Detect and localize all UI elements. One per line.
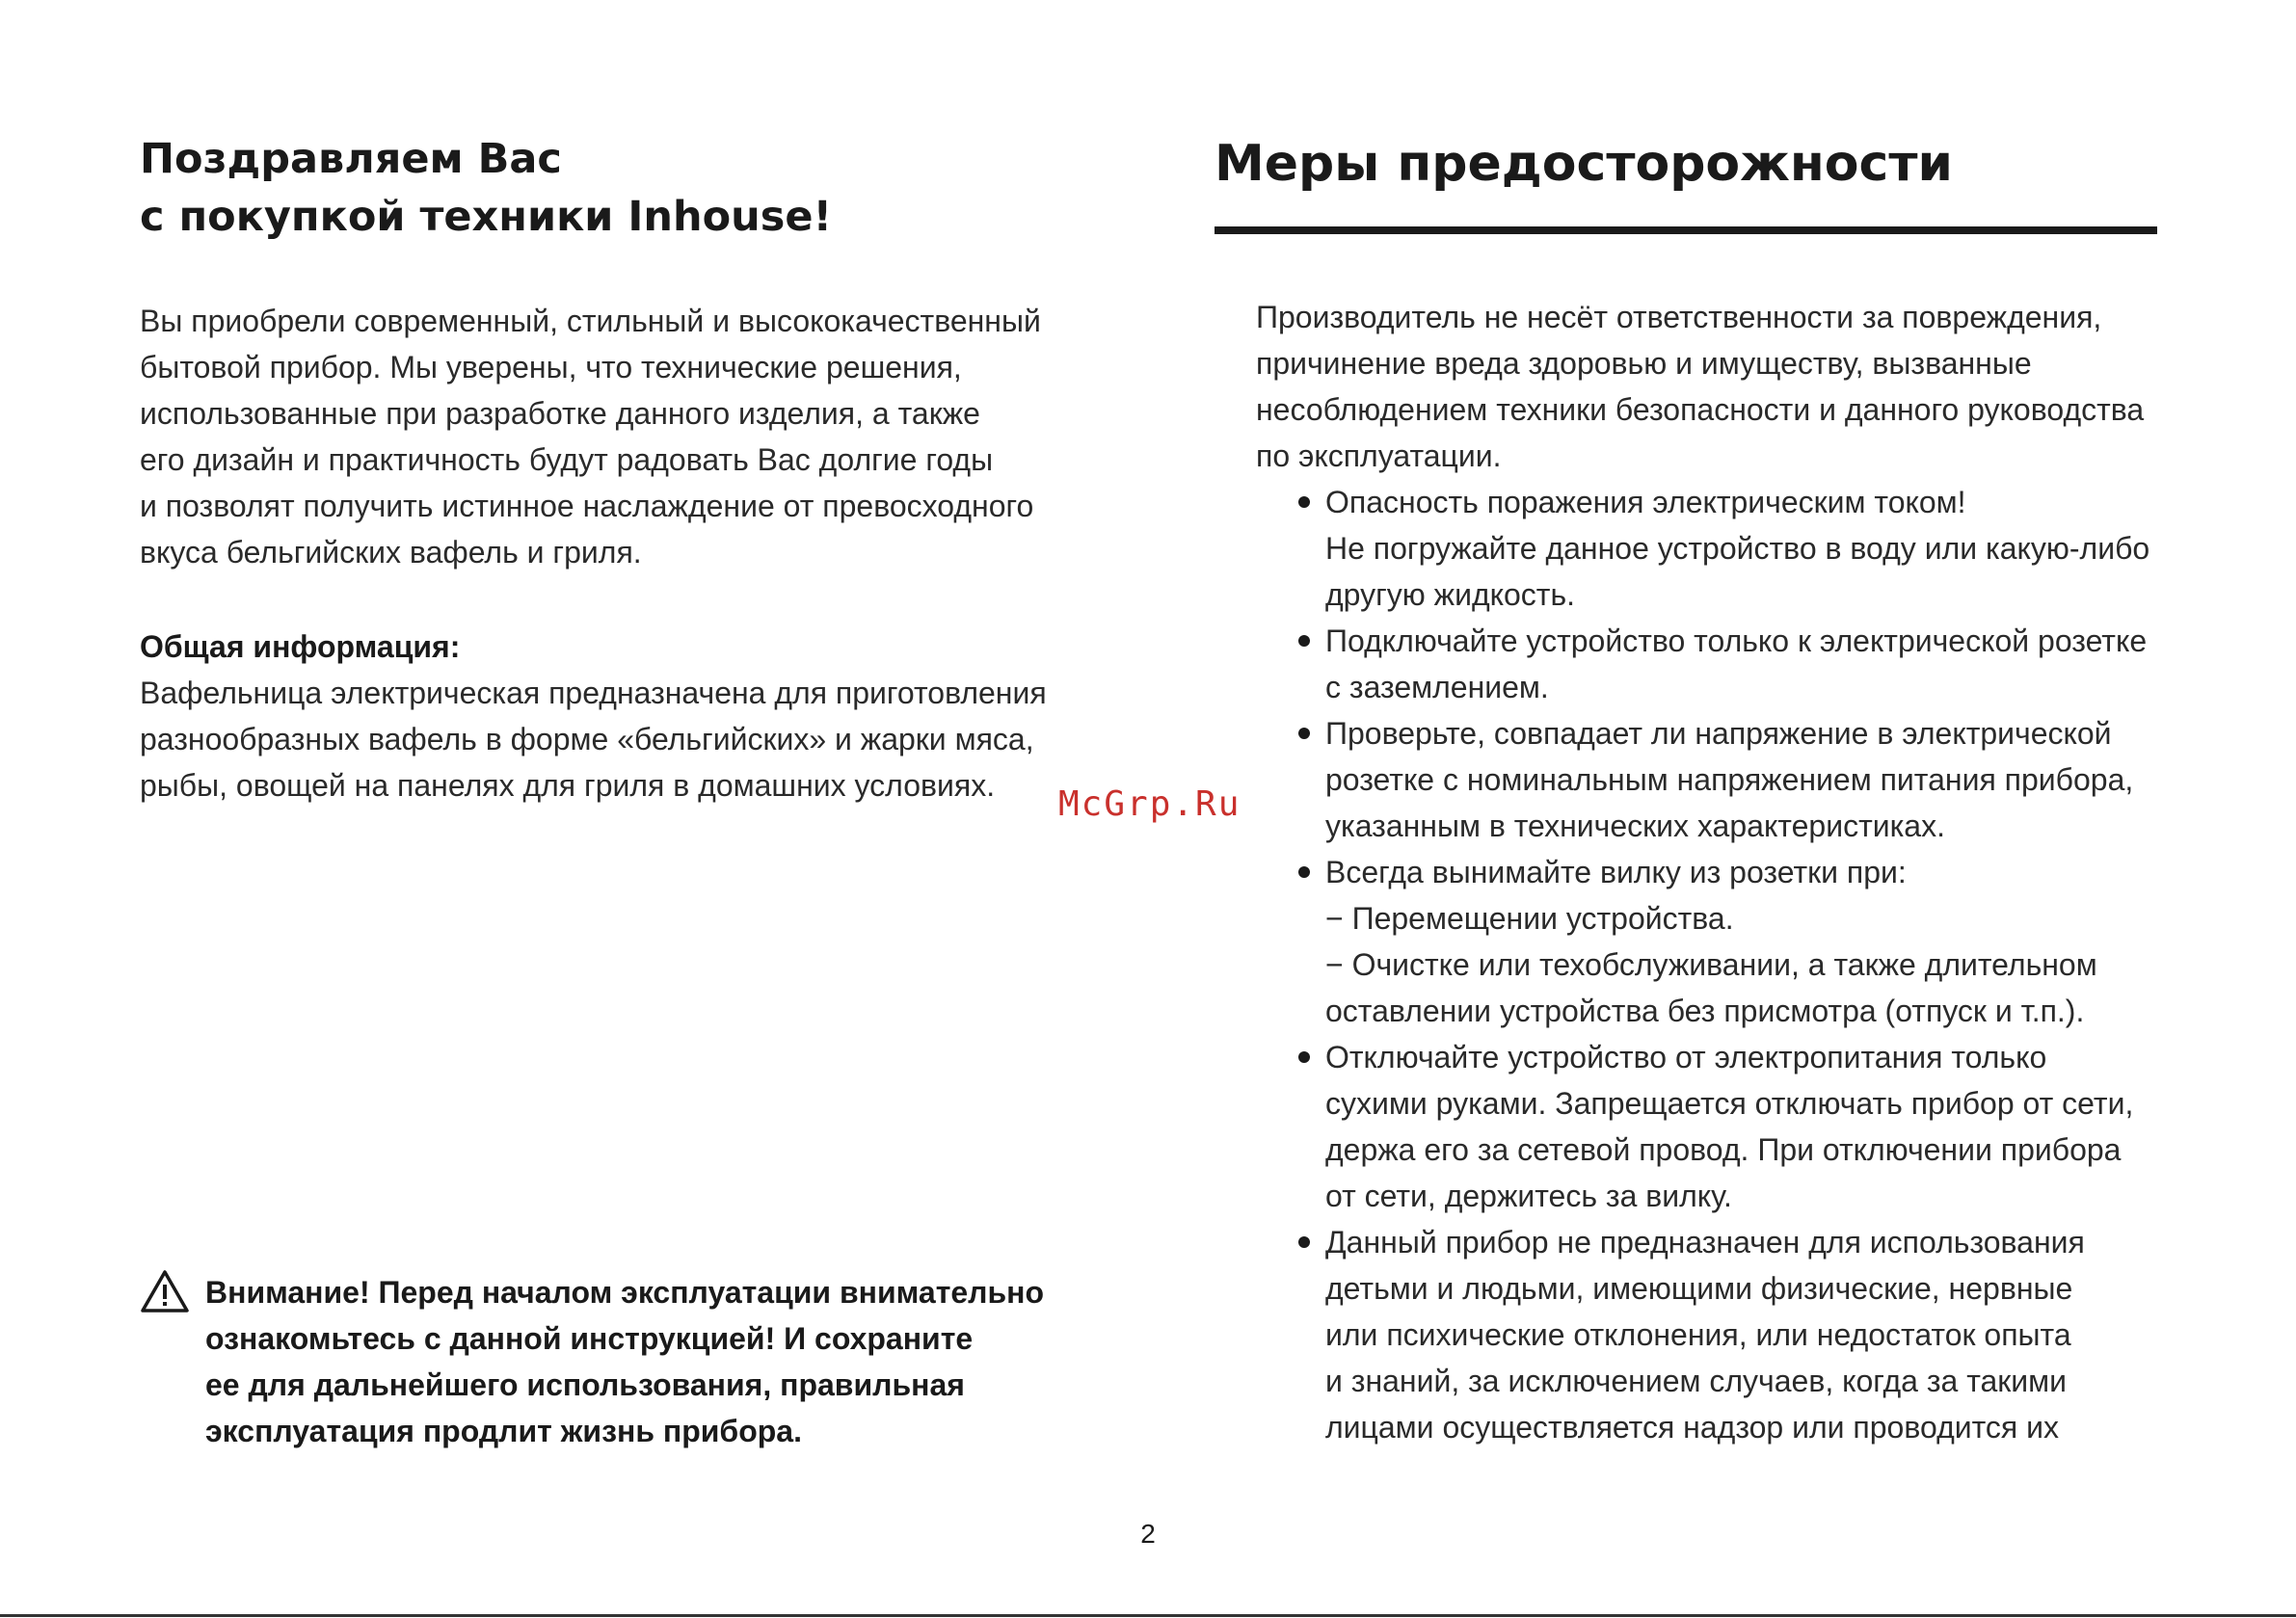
safety-bullet-list bbox=[1256, 479, 2181, 1450]
title-divider bbox=[1215, 226, 2157, 234]
disclaimer-paragraph bbox=[1256, 294, 2181, 479]
bullet-line: или психические отклонения, или недостаток опыта bbox=[1325, 1317, 2071, 1352]
general-info-line: рыбы, овощей на панелях для гриля в домашних условиях. bbox=[140, 768, 996, 803]
bullet-line: держа его за сетевой провод. При отключении прибора bbox=[1325, 1132, 2122, 1167]
general-info-line: разнообразных вафель в форме «бельгийских» и жарки мяса, bbox=[140, 722, 1034, 756]
bullet-line: с заземлением. bbox=[1325, 670, 1549, 704]
bullet-line: от сети, держитесь за вилку. bbox=[1325, 1179, 1732, 1213]
bullet-line: Опасность поражения электрическим током! bbox=[1325, 485, 1966, 519]
disclaimer-line: Производитель не несёт ответственности за повреждения, bbox=[1256, 300, 2102, 334]
bullet-line: − Перемещении устройства. bbox=[1325, 901, 1734, 936]
bullet-dot-icon bbox=[1298, 866, 1310, 878]
intro-line: Вы приобрели современный, стильный и высококачественный bbox=[140, 304, 1041, 338]
bullet-line: Не погружайте данное устройство в воду или какую-либо bbox=[1325, 531, 2150, 566]
watermark: McGrp.Ru bbox=[1058, 784, 1241, 824]
warning-line: эксплуатация продлит жизнь прибора. bbox=[205, 1414, 802, 1448]
bullet-dot-icon bbox=[1298, 1236, 1310, 1248]
intro-line: использованные при разработке данного изделия, а также bbox=[140, 396, 980, 431]
bullet-line: Отключайте устройство от электропитания только bbox=[1325, 1040, 2047, 1074]
page-number: 2 bbox=[1140, 1519, 1156, 1549]
disclaimer-line: причинение вреда здоровью и имуществу, вызванные bbox=[1256, 346, 2032, 381]
greeting-title bbox=[140, 130, 1104, 246]
warning-line: Внимание! Перед началом эксплуатации внимательно bbox=[205, 1275, 1045, 1310]
safety-title: Меры предосторожности bbox=[1215, 135, 1953, 193]
general-info-heading: Общая информация: bbox=[140, 629, 461, 664]
general-info-section bbox=[140, 623, 1104, 809]
bullet-line: оставлении устройства без присмотра (отпуск и т.п.). bbox=[1325, 994, 2085, 1028]
bullet-line: Всегда вынимайте вилку из розетки при: bbox=[1325, 855, 1907, 889]
greeting-title-line: Поздравляем Вас bbox=[140, 135, 562, 183]
bullet-dot-icon bbox=[1298, 728, 1310, 739]
intro-line: и позволят получить истинное наслаждение от превосходного bbox=[140, 489, 1034, 523]
warning-text bbox=[205, 1269, 1044, 1454]
disclaimer-line: несоблюдением техники безопасности и данного руководства bbox=[1256, 392, 2145, 427]
bullet-line: сухими руками. Запрещается отключать прибор от сети, bbox=[1325, 1086, 2134, 1121]
right-column bbox=[1215, 130, 2178, 1445]
bullet-line: − Очистке или техобслуживании, а также длительном bbox=[1325, 947, 2097, 982]
intro-line: бытовой прибор. Мы уверены, что технические решения, bbox=[140, 350, 962, 385]
bullet-line: другую жидкость. bbox=[1325, 577, 1575, 612]
intro-line: его дизайн и практичность будут радовать Вас долгие годы bbox=[140, 442, 994, 477]
intro-paragraph bbox=[140, 298, 1104, 575]
bullet-dot-icon bbox=[1298, 1051, 1310, 1063]
bullet-line: Подключайте устройство только к электрической розетке bbox=[1325, 623, 2148, 658]
disclaimer-line: по эксплуатации. bbox=[1256, 438, 1502, 473]
warning-line: ознакомьтесь с данной инструкцией! И сохраните bbox=[205, 1321, 974, 1356]
bottom-border bbox=[0, 1614, 2296, 1617]
safety-bullet-item bbox=[1256, 710, 2181, 849]
bullet-dot-icon bbox=[1298, 496, 1310, 508]
greeting-title-line: с покупкой техники Inhouse! bbox=[140, 193, 833, 241]
safety-bullet-item bbox=[1256, 618, 2181, 710]
bullet-line: указанным в технических характеристиках. bbox=[1325, 809, 1945, 843]
left-column bbox=[140, 130, 1104, 809]
general-info-line: Вафельница электрическая предназначена для приготовления bbox=[140, 676, 1047, 710]
bullet-line: и знаний, за исключением случаев, когда за такими bbox=[1325, 1364, 2068, 1398]
bullet-dot-icon bbox=[1298, 635, 1310, 647]
intro-line: вкуса бельгийских вафель и гриля. bbox=[140, 535, 642, 570]
bullet-line: Проверьте, совпадает ли напряжение в электрической bbox=[1325, 716, 2112, 751]
bullet-line: лицами осуществляется надзор или проводится их bbox=[1325, 1410, 2060, 1445]
warning-triangle-icon bbox=[140, 1269, 190, 1313]
bullet-line: розетке с номинальным напряжением питания прибора, bbox=[1325, 762, 2134, 797]
safety-bullet-item bbox=[1256, 1034, 2181, 1219]
safety-bullet-item bbox=[1256, 479, 2181, 618]
safety-bullet-item bbox=[1256, 1219, 2181, 1450]
warning-line: ее для дальнейшего использования, правильная bbox=[205, 1367, 965, 1402]
bullet-line: Данный прибор не предназначен для использования bbox=[1325, 1225, 2085, 1260]
safety-bullet-item bbox=[1256, 849, 2181, 1034]
bullet-line: детьми и людьми, имеющими физические, нервные bbox=[1325, 1271, 2073, 1306]
